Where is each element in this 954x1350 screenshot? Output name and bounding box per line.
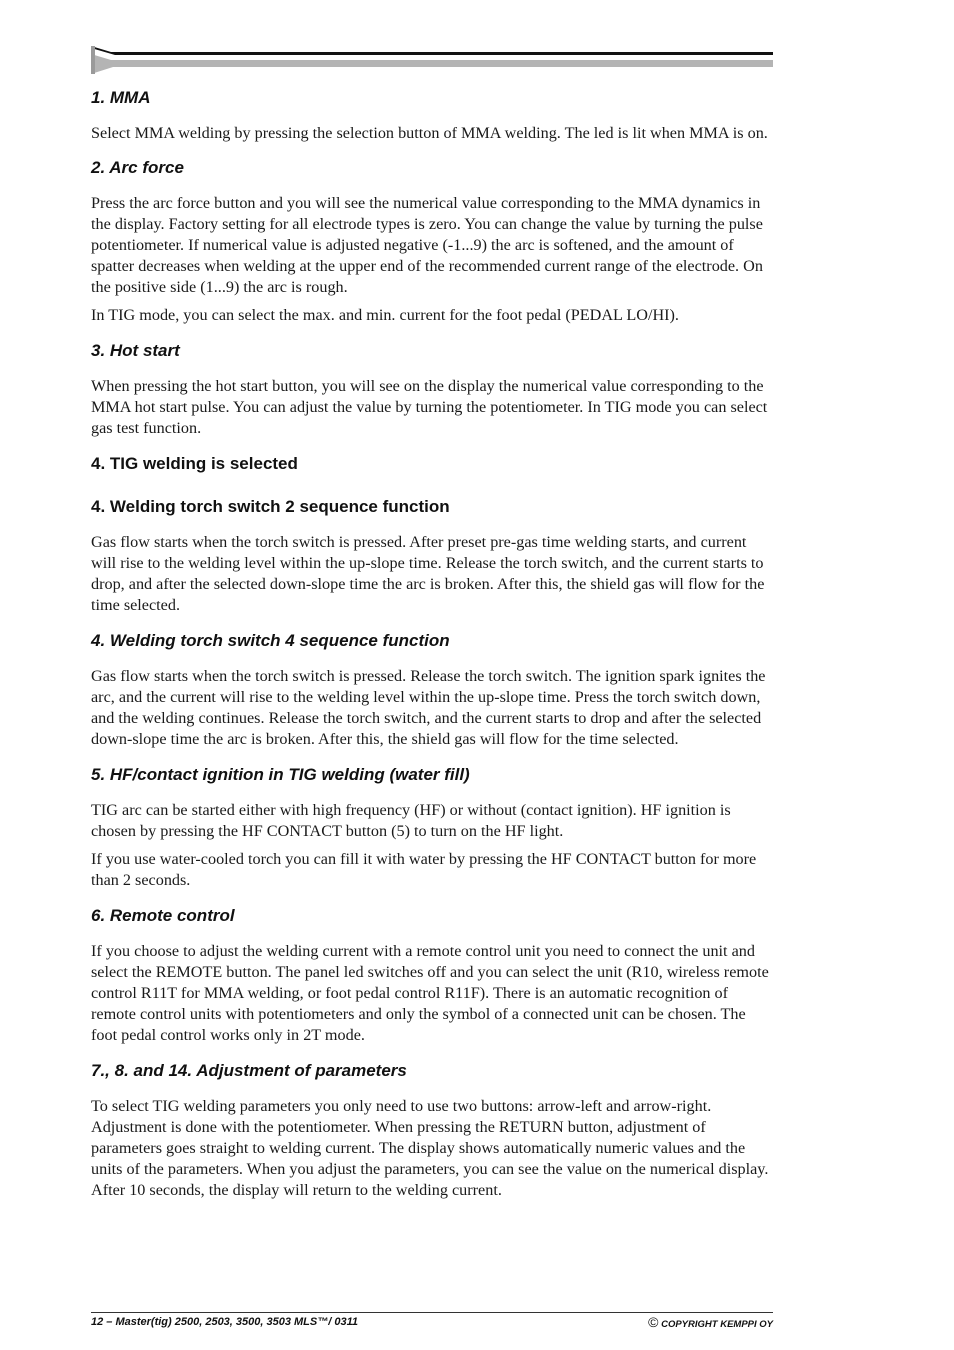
section-paragraph: If you choose to adjust the welding current with a remote control unit you need to connect the unit and select the REMOTE button. The panel led switches off and you can select the unit (R10, wireless remote control R11T for MMA welding, or foot pedal control R11F). There is an automatic recognition of remote control units with potentiometers and only the symbol of a connected unit can be chosen. The foot pedal control works only in 2T mode. [91,942,769,1044]
section-paragraph: To select TIG welding parameters you only need to use two buttons: arrow-left and arrow-right. Adjustment is done with the potentiometer. When pressing the RETURN button, adjustment of parameters goes straight to welding current. The display shows automatically numeric values and the units of the parameters. When you adjust the parameters, you can see the value on the numerical display. After 10 seconds, the display will return to the welding current. [91,1097,769,1199]
section-paragraph: If you use water-cooled torch you can fill it with water by pressing the HF CONTACT button for more than 2 seconds. [91,850,757,889]
page-footer [91,1312,773,1330]
section-heading: 7., 8. and 14. Adjustment of parameters [91,1061,407,1080]
section-paragraph: Gas flow starts when the torch switch is pressed. After preset pre-gas time welding starts, and current will rise to the welding level within the up-slope time. Release the torch switch, and the current starts to drop, and after the selected down-slope time the arc is broken. After this, the shield gas will flow for the time selected. [91,533,765,614]
section-paragraph: In TIG mode, you can select the max. and min. current for the foot pedal (PEDAL LO/HI). [91,306,679,324]
section-paragraph: When pressing the hot start button, you will see on the display the numerical value corresponding to the MMA hot start pulse. You can adjust the value by turning the potentiometer. In TIG mode you can select gas test function. [91,377,768,437]
header-decoration [91,46,773,76]
footer-document-title: 12 – Master(tig) 2500, 2503, 3500, 3503 MLS™/ 0311 [91,1316,359,1328]
section-paragraph: Select MMA welding by pressing the selection button of MMA welding. The led is lit when MMA is on. [91,124,768,142]
section-heading: 1. MMA [91,88,151,107]
section-paragraph: TIG arc can be started either with high frequency (HF) or without (contact ignition). HF ignition is chosen by pressing the HF CONTACT button (5) to turn on the HF light. [91,801,731,840]
footer-copyright-text: COPYRIGHT KEMPPI OY [661,1319,773,1330]
section-paragraph: Gas flow starts when the torch switch is pressed. Release the torch switch. The ignition spark ignites the arc, and the current will rise to the welding level within the up-slope time. Press the torch switch down, and the welding continues. Release the torch switch, and the current starts to drop and after the selected down-slope time the arc is broken. After this, the shield gas will flow for the time selected. [91,667,766,748]
section-heading: 4. TIG welding is selected [91,454,298,473]
section-heading: 4. Welding torch switch 2 sequence function [91,497,450,516]
footer-copyright [648,1314,773,1330]
section-heading: 5. HF/contact ignition in TIG welding (water fill) [91,765,470,784]
section-heading: 6. Remote control [91,906,235,925]
section-heading: 4. Welding torch switch 4 sequence function [91,631,450,650]
section-heading: 3. Hot start [91,341,180,360]
copyright-symbol: © [648,1314,659,1330]
section-paragraph: Press the arc force button and you will see the numerical value corresponding to the MMA dynamics in the display. Factory setting for all electrode types is zero. You can change the value by turning the pulse potentiometer. If numerical value is adjusted negative (-1...9) the arc is softened, and the amount of spatter decreases when welding at the upper end of the recommended current range of the electrode. On the positive side (1...9) the arc is rough. [91,194,763,296]
section-heading: 2. Arc force [91,158,184,177]
page-content [91,86,773,1201]
